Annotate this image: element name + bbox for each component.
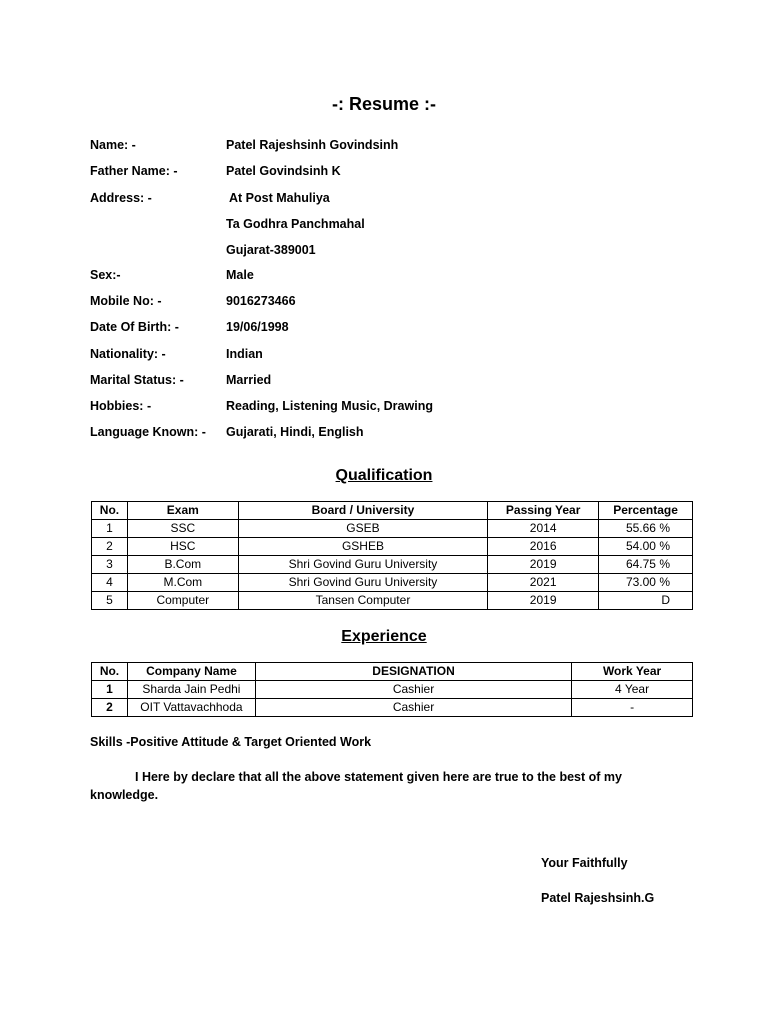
table-header-row: [92, 502, 693, 520]
closing-text: Your Faithfully: [541, 856, 628, 870]
info-value: 9016273466: [226, 294, 296, 308]
table-cell: 1: [92, 681, 128, 699]
table-cell: 73.00 %: [599, 574, 693, 592]
qualification-heading: Qualification: [335, 467, 433, 484]
info-label: Father Name: -: [90, 164, 178, 178]
table-cell: -: [572, 699, 693, 717]
table-header-row: [92, 663, 693, 681]
table-cell: D: [599, 592, 693, 610]
experience-heading: Experience: [341, 628, 427, 645]
table-cell: Shri Govind Guru University: [238, 574, 488, 592]
table-cell: HSC: [127, 538, 238, 556]
info-label: Name: -: [90, 138, 136, 152]
skills-line: Skills -Positive Attitude & Target Oriented Work: [90, 735, 372, 749]
table-cell: Cashier: [255, 681, 571, 699]
column-header: Exam: [127, 502, 238, 520]
column-header: Board / University: [238, 502, 488, 520]
signature-name: Patel Rajeshsinh.G: [541, 891, 655, 905]
info-value: Gujarati, Hindi, English: [226, 425, 364, 439]
table-cell: 2014: [488, 520, 599, 538]
page-title: -: Resume :-: [331, 94, 436, 114]
table-cell: Cashier: [255, 699, 571, 717]
table-cell: Computer: [127, 592, 238, 610]
table-cell: 55.66 %: [599, 520, 693, 538]
column-header: Work Year: [572, 663, 693, 681]
table-cell: 64.75 %: [599, 556, 693, 574]
info-value: Married: [226, 373, 272, 387]
table-cell: M.Com: [127, 574, 238, 592]
column-header: No.: [92, 502, 128, 520]
table-cell: OIT Vattavachhoda: [127, 699, 255, 717]
info-value: Male: [226, 268, 254, 282]
table-cell: 2021: [488, 574, 599, 592]
info-value: Patel Rajeshsinh Govindsinh: [226, 138, 399, 152]
info-value: Reading, Listening Music, Drawing: [226, 399, 433, 413]
table-cell: 3: [92, 556, 128, 574]
table-cell: B.Com: [127, 556, 238, 574]
table-cell: 4: [92, 574, 128, 592]
qualification-table: [91, 501, 693, 610]
declaration-text: I Here by declare that all the above statement given here are true to the best of my knowledge.: [90, 770, 622, 802]
table-cell: 2016: [488, 538, 599, 556]
info-label: Nationality: -: [90, 347, 166, 361]
table-row: [92, 699, 693, 717]
column-header: Passing Year: [488, 502, 599, 520]
table-cell: GSEB: [238, 520, 488, 538]
info-value: Gujarat-389001: [226, 243, 316, 257]
table-cell: SSC: [127, 520, 238, 538]
column-header: Company Name: [127, 663, 255, 681]
info-value: Patel Govindsinh K: [226, 164, 341, 178]
table-row: [92, 520, 693, 538]
table-row: [92, 538, 693, 556]
table-cell: 4 Year: [572, 681, 693, 699]
table-cell: Tansen Computer: [238, 592, 488, 610]
info-label: Language Known: -: [90, 425, 206, 439]
column-header: DESIGNATION: [255, 663, 571, 681]
table-cell: Shri Govind Guru University: [238, 556, 488, 574]
table-cell: 54.00 %: [599, 538, 693, 556]
column-header: No.: [92, 663, 128, 681]
table-cell: 1: [92, 520, 128, 538]
info-label: Hobbies: -: [90, 399, 152, 413]
info-value: Indian: [226, 347, 263, 361]
info-label: Marital Status: -: [90, 373, 184, 387]
info-label: Date Of Birth: -: [90, 320, 179, 334]
info-value: At Post Mahuliya: [226, 191, 330, 205]
table-row: [92, 592, 693, 610]
info-label: Sex:-: [90, 268, 121, 282]
experience-table: [91, 662, 693, 717]
table-cell: 2019: [488, 556, 599, 574]
table-row: [92, 556, 693, 574]
table-cell: 2: [92, 699, 128, 717]
column-header: Percentage: [599, 502, 693, 520]
info-value: 19/06/1998: [226, 320, 289, 334]
table-cell: Sharda Jain Pedhi: [127, 681, 255, 699]
info-label: Address: -: [90, 191, 152, 205]
info-value: Ta Godhra Panchmahal: [226, 217, 365, 231]
table-cell: 2: [92, 538, 128, 556]
table-row: [92, 574, 693, 592]
info-label: Mobile No: -: [90, 294, 162, 308]
table-row: [92, 681, 693, 699]
table-cell: 2019: [488, 592, 599, 610]
table-cell: 5: [92, 592, 128, 610]
table-cell: GSHEB: [238, 538, 488, 556]
